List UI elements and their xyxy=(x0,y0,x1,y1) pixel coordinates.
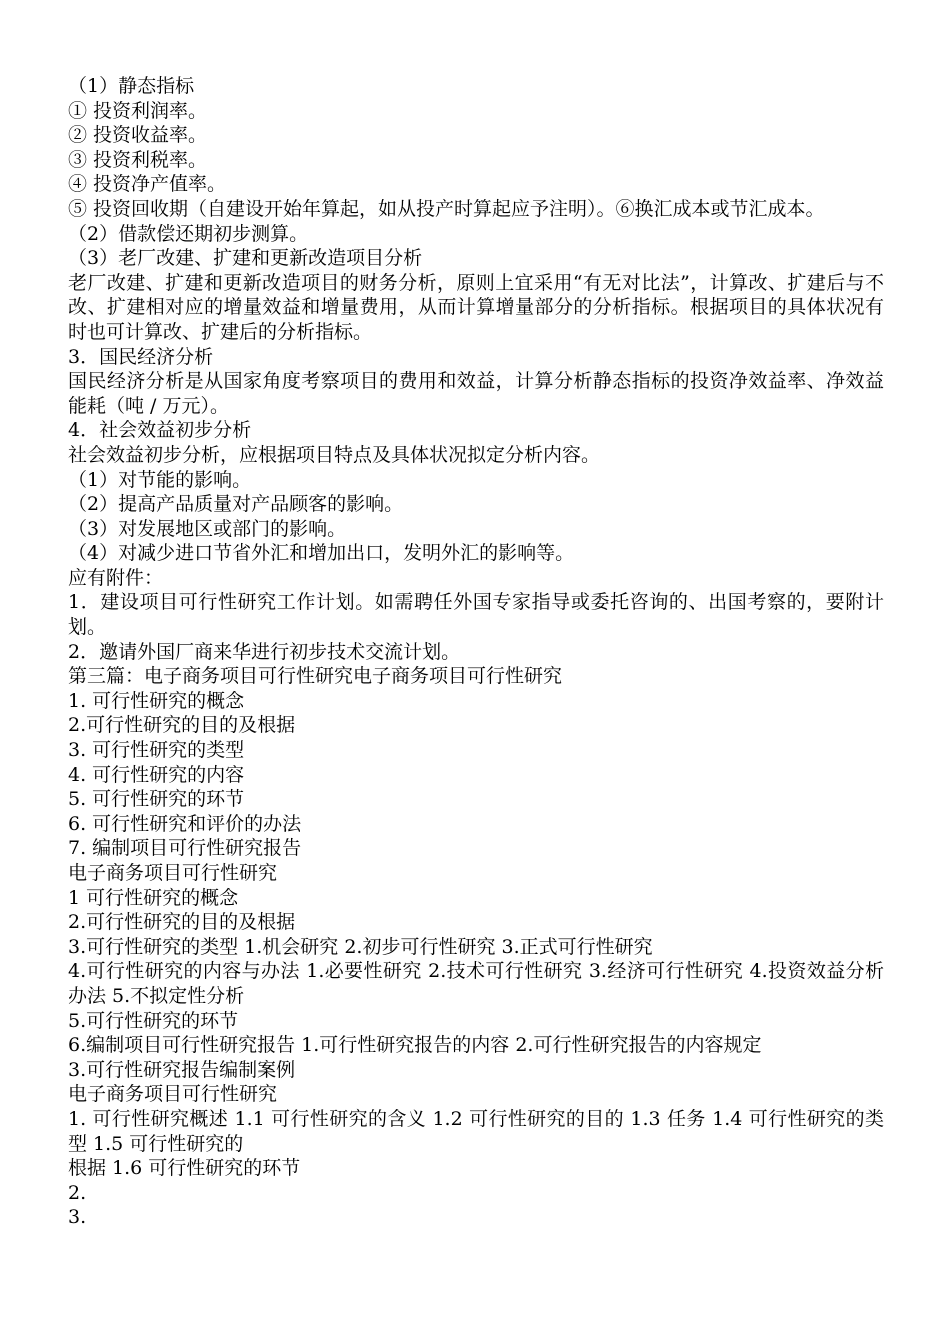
list-item: 2.可行性研究的目的及根据 xyxy=(68,714,296,737)
text-line: ④ 投资净产值率。 xyxy=(68,173,227,196)
list-item: 5. 可行性研究的环节 xyxy=(68,788,245,811)
list-item: 7. 编制项目可行性研究报告 xyxy=(68,837,302,860)
section-heading: 电子商务项目可行性研究 xyxy=(68,862,278,884)
text-line: （2）借款偿还期初步测算。 xyxy=(68,222,309,245)
list-item: 5.可行性研究的环节 xyxy=(68,1009,239,1032)
list-item: 1. 可行性研究的概念 xyxy=(68,689,245,712)
section-heading: 电子商务项目可行性研究 xyxy=(68,1083,278,1106)
text-line: （2）提高产品质量对产品顾客的影响。 xyxy=(68,493,404,516)
section-heading: 4．社会效益初步分析 xyxy=(68,419,252,442)
text-line: （3）对发展地区或部门的影响。 xyxy=(68,517,347,540)
text-line: 2．邀请外国厂商来华进行初步技术交流计划。 xyxy=(68,640,461,663)
text-line: （1）静态指标 xyxy=(68,75,195,97)
list-item: 3. 可行性研究的类型 xyxy=(68,739,245,762)
text-line: ③ 投资利税率。 xyxy=(68,148,208,171)
text-paragraph: 老厂改建、扩建和更新改造项目的财务分析，原则上宜采用“有无对比法”，计算改、扩建后与不改、扩建相对应的增量效益和增量费用，从而计算增量部分的分析指标。根据项目的具体状况有时也可计算改、扩建后的分析指标。 xyxy=(68,271,884,343)
text-paragraph: ⑤ 投资回收期（自建设开始年算起，如从投产时算起应予注明）。⑥换汇成本或节汇成本。 xyxy=(68,197,825,220)
list-item: 根据 1.6 可行性研究的环节 xyxy=(68,1157,301,1180)
text-line: 应有附件： xyxy=(68,566,164,589)
text-line: ② 投资收益率。 xyxy=(68,124,208,147)
text-paragraph: 国民经济分析是从国家角度考察项目的费用和效益，计算分析静态指标的投资净效益率、净效益能耗（吨 / 万元）。 xyxy=(68,370,884,417)
document-body xyxy=(68,74,884,1230)
list-item: 6.编制项目可行性研究报告 1.可行性研究报告的内容 2.可行性研究报告的内容规定 xyxy=(68,1034,762,1057)
text-line: 社会效益初步分析，应根据项目特点及具体状况拟定分析内容。 xyxy=(68,443,601,466)
text-line: ① 投资利润率。 xyxy=(68,99,208,122)
list-item: 4. 可行性研究的内容 xyxy=(68,763,245,786)
list-item: 3.可行性研究报告编制案例 xyxy=(68,1058,296,1081)
text-paragraph: 1．建设项目可行性研究工作计划。如需聘任外国专家指导或委托咨询的、出国考察的，要附计划。 xyxy=(68,591,884,639)
list-item: 4.可行性研究的内容与办法 1.必要性研究 2.技术可行性研究 3.经济可行性研究 4.投资效益分析办法 5.不拟定性分析 xyxy=(68,960,884,1007)
text-line: （1）对节能的影响。 xyxy=(68,468,252,491)
text-line: （4）对减少进口节省外汇和增加出口，发明外汇的影响等。 xyxy=(68,542,575,565)
list-item: 6. 可行性研究和评价的办法 xyxy=(68,812,302,835)
list-item: 1. 可行性研究概述 1.1 可行性研究的含义 1.2 可行性研究的目的 1.3 任务 1.4 可行性研究的类型 1.5 可行性研究的 xyxy=(68,1107,884,1155)
list-item: 1 可行性研究的概念 xyxy=(68,886,239,909)
list-item: 2. xyxy=(68,1181,87,1204)
section-heading: 3．国民经济分析 xyxy=(68,345,214,368)
list-item: 3.可行性研究的类型 1.机会研究 2.初步可行性研究 3.正式可行性研究 xyxy=(68,935,653,958)
list-item: 3. xyxy=(68,1206,87,1229)
text-line: （3）老厂改建、扩建和更新改造项目分析 xyxy=(68,247,423,270)
list-item: 2.可行性研究的目的及根据 xyxy=(68,911,296,934)
chapter-heading: 第三篇：电子商务项目可行性研究电子商务项目可行性研究 xyxy=(68,665,563,688)
